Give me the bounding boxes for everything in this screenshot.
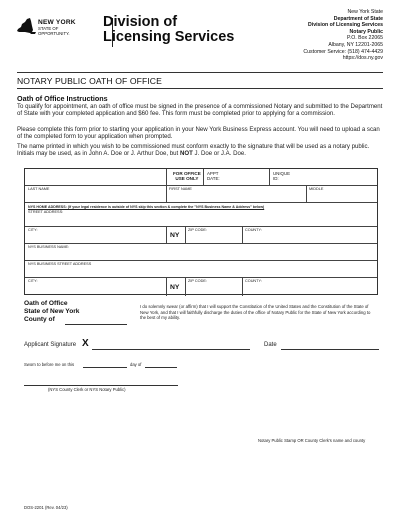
bcity-divider-2	[185, 277, 186, 296]
street-address-label: STREET ADDRESS:	[28, 209, 64, 214]
title-rule-bottom	[17, 88, 383, 89]
home-address-note: NYS HOME ADDRESS: (If your legal residence is outside of NYS skip this section & complete the "NYS Business Name & Address" below)	[28, 204, 265, 209]
row-divider	[25, 185, 377, 186]
clerk-label: (NYS County Clerk or NYS Notary Public)	[48, 387, 126, 392]
county-of-line	[65, 324, 127, 325]
date-label: Date	[264, 342, 277, 348]
office-use-line2: USE ONLY	[175, 176, 199, 182]
agency-line2: Department of State	[333, 15, 383, 22]
row-divider	[25, 243, 377, 244]
business-city-label: CITY:	[28, 279, 38, 283]
city-label: CITY:	[28, 228, 38, 232]
agency-line4: Notary Public	[349, 28, 383, 35]
logo-line1: NEW YORK	[38, 19, 76, 26]
business-county-label: COUNTY:	[245, 279, 262, 283]
city-divider-1	[166, 226, 167, 243]
division-name	[103, 15, 234, 45]
agency-line6: Albany, NY 12201-2065	[328, 41, 383, 48]
page-title: NOTARY PUBLIC OATH OF OFFICE	[17, 76, 162, 86]
row-divider	[25, 202, 377, 203]
instructions-heading: Oath of Office Instructions	[17, 94, 108, 103]
p3-text-b: J. Doe or J.A. Doe.	[192, 150, 246, 158]
appt-date-line1: APPT	[207, 171, 219, 176]
logo-line2: STATE OF	[38, 26, 59, 31]
nys-logo	[16, 15, 116, 49]
clerk-signature-line	[24, 385, 178, 386]
sworn-text-b: day of	[130, 362, 142, 367]
division-line1: Division of	[103, 14, 178, 30]
business-street-label: NYS BUSINESS STREET ADDRESS	[28, 262, 92, 266]
instructions-paragraph-3	[17, 143, 383, 158]
office-use-label	[173, 171, 201, 182]
county-label: COUNTY:	[245, 228, 262, 232]
new-york-state-map-icon	[16, 17, 37, 37]
agency-address	[303, 9, 383, 62]
title-rule-top	[17, 72, 383, 73]
unique-id-label	[273, 171, 290, 182]
office-use-divider	[166, 169, 167, 185]
city-divider-2	[185, 226, 186, 243]
row-divider	[25, 226, 377, 227]
date-line	[281, 349, 379, 350]
row-divider	[25, 277, 377, 278]
sworn-text-a: Sworn to before me on this	[24, 362, 75, 367]
p3-text-a: The name printed in which you wish to be commissioned must conform exactly to the signature that will be used as a notary public. Initials may be used, as in John A. Doe or J. Arthur Doe, but	[17, 143, 370, 158]
appt-date-line2: DATE:	[207, 176, 220, 182]
oath-line3: County of	[24, 316, 55, 324]
agency-line3: Division of Licensing Services	[308, 22, 383, 29]
applicant-signature-label: Applicant Signature	[24, 342, 77, 348]
sworn-month-line	[145, 367, 177, 368]
office-use-line1: FOR OFFICE	[173, 171, 201, 176]
applicant-form	[24, 168, 378, 295]
first-name-label: FIRST NAME	[169, 187, 192, 191]
logo-line3: OPPORTUNITY.	[38, 30, 70, 36]
form-id: DOS-2201 (Rev. 04/23)	[24, 505, 68, 510]
instructions-paragraph-2: Please complete this form prior to starting your application in your New York Business Express account. You will need to upload a scan of the completed form to your application when prompted.	[17, 126, 380, 141]
p3-bold: NOT	[179, 150, 193, 158]
agency-line5: P.O. Box 22065	[347, 35, 383, 42]
state-value: NY	[170, 232, 180, 239]
agency-line8: https://dos.ny.gov	[342, 55, 383, 62]
zip-code-label: ZIP CODE:	[188, 228, 207, 232]
division-line2: Licensing Services	[103, 29, 235, 45]
sworn-day-line	[83, 367, 127, 368]
oath-heading	[24, 300, 79, 325]
agency-line1: New York State	[347, 9, 383, 15]
business-name-label: NYS BUSINESS NAME:	[28, 245, 70, 249]
agency-line7: Customer Service: (518) 474-4429	[303, 48, 383, 55]
name-divider-2	[306, 185, 307, 202]
bcity-divider-3	[242, 277, 243, 296]
oath-text: I do solemnly swear (or affirm) that I will support the Constitution of the United States and the Constitution of the State of New York, and that I will faithfully discharge the duties of the office of Notary Public for the State of New York according to the best of my ability.	[140, 304, 371, 321]
name-divider-1	[166, 185, 167, 202]
row-divider	[25, 260, 377, 261]
unique-id-line1: UNIQUE	[273, 171, 291, 176]
oath-line2: State of New York	[24, 308, 80, 316]
stamp-label: Notary Public Stamp OR County Clerk's name and county	[258, 438, 366, 443]
bcity-divider-1	[166, 277, 167, 296]
signature-x-mark: X	[82, 338, 89, 349]
middle-name-label: MIDDLE	[309, 187, 324, 191]
applicant-signature-line	[92, 349, 250, 350]
business-zip-label: ZIP CODE:	[188, 279, 207, 283]
logo-tagline	[38, 27, 70, 37]
unique-divider	[269, 169, 270, 185]
last-name-label: LAST NAME	[28, 187, 50, 191]
appt-date-label	[207, 171, 220, 182]
city-divider-3	[242, 226, 243, 243]
business-state-value: NY	[170, 284, 180, 291]
instructions-paragraph-1: To qualify for appointment, an oath of office must be signed in the presence of a commissioned Notary and submitted to the Department of State with your completed application and $60 fee. This form must be completed prior to applying for a commission.	[17, 103, 383, 118]
oath-line1: Oath of Office	[24, 300, 68, 307]
appt-divider	[203, 169, 204, 185]
unique-id-line2: ID:	[273, 176, 279, 182]
